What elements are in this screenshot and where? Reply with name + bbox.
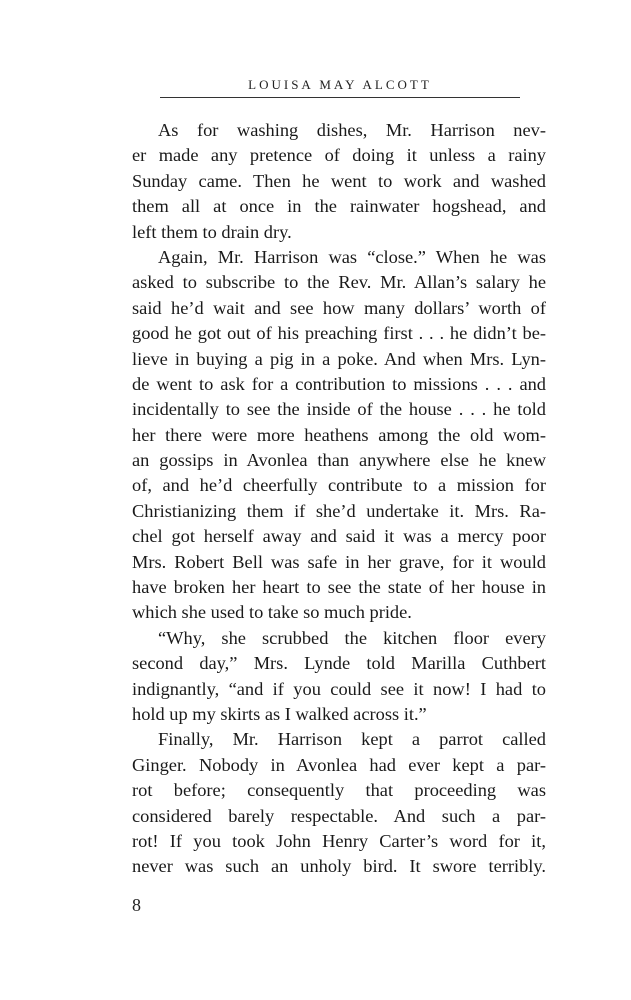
text-line: said he’d wait and see how many dollars’ worth of — [132, 297, 546, 318]
text-line: her there were more heathens among the old wom- — [132, 424, 546, 445]
text-line: er made any pretence of doing it unless a rainy — [132, 145, 546, 166]
text-line: rot! If you took John Henry Carter’s word for it, — [132, 830, 546, 851]
text-line: “Why, she scrubbed the kitchen floor every — [158, 627, 546, 648]
text-line: second day,” Mrs. Lynde told Marilla Cuthbert — [132, 653, 546, 674]
text-line: Mrs. Robert Bell was safe in her grave, for it would — [132, 551, 546, 572]
text-line: Finally, Mr. Harrison kept a parrot called — [158, 729, 546, 750]
running-head-author: LOUISA MAY ALCOTT — [248, 77, 432, 92]
text-line: lieve in buying a pig in a poke. And when Mrs. Lyn- — [132, 348, 546, 369]
text-line: hold up my skirts as I walked across it.” — [132, 703, 427, 724]
text-line: de went to ask for a contribution to missions . . . and — [132, 373, 546, 394]
text-line: never was such an unholy bird. It swore terribly. — [132, 856, 546, 877]
text-line: have broken her heart to see the state of her house in — [132, 577, 546, 598]
text-line: left them to drain dry. — [132, 221, 292, 242]
text-line: Christianizing them if she’d undertake it. Mrs. Ra- — [132, 500, 546, 521]
text-line: an gossips in Avonlea than anywhere else he knew — [132, 450, 546, 471]
text-line: considered barely respectable. And such a par- — [132, 805, 546, 826]
page-number: 8 — [132, 895, 141, 915]
text-line: Ginger. Nobody in Avonlea had ever kept a par- — [132, 754, 546, 775]
text-line: chel got herself away and said it was a mercy poor — [132, 526, 546, 547]
text-line: good he got out of his preaching first . . . he didn’t be- — [132, 323, 546, 344]
text-line: Again, Mr. Harrison was “close.” When he was — [158, 246, 546, 267]
text-line: which she used to take so much pride. — [132, 602, 412, 623]
text-line: indignantly, “and if you could see it now! I had to — [132, 678, 546, 699]
text-line: of, and he’d cheerfully contribute to a mission for — [132, 475, 546, 496]
text-line: Sunday came. Then he went to work and washed — [132, 170, 546, 191]
body-text — [132, 118, 546, 880]
text-line: asked to subscribe to the Rev. Mr. Allan’s salary he — [132, 272, 546, 293]
text-line: incidentally to see the inside of the house . . . he told — [132, 399, 546, 420]
text-line: As for washing dishes, Mr. Harrison nev- — [158, 120, 546, 140]
text-line: them all at once in the rainwater hogshead, and — [132, 196, 546, 217]
text-line: rot before; consequently that proceeding was — [132, 780, 546, 801]
header-rule — [160, 97, 520, 98]
